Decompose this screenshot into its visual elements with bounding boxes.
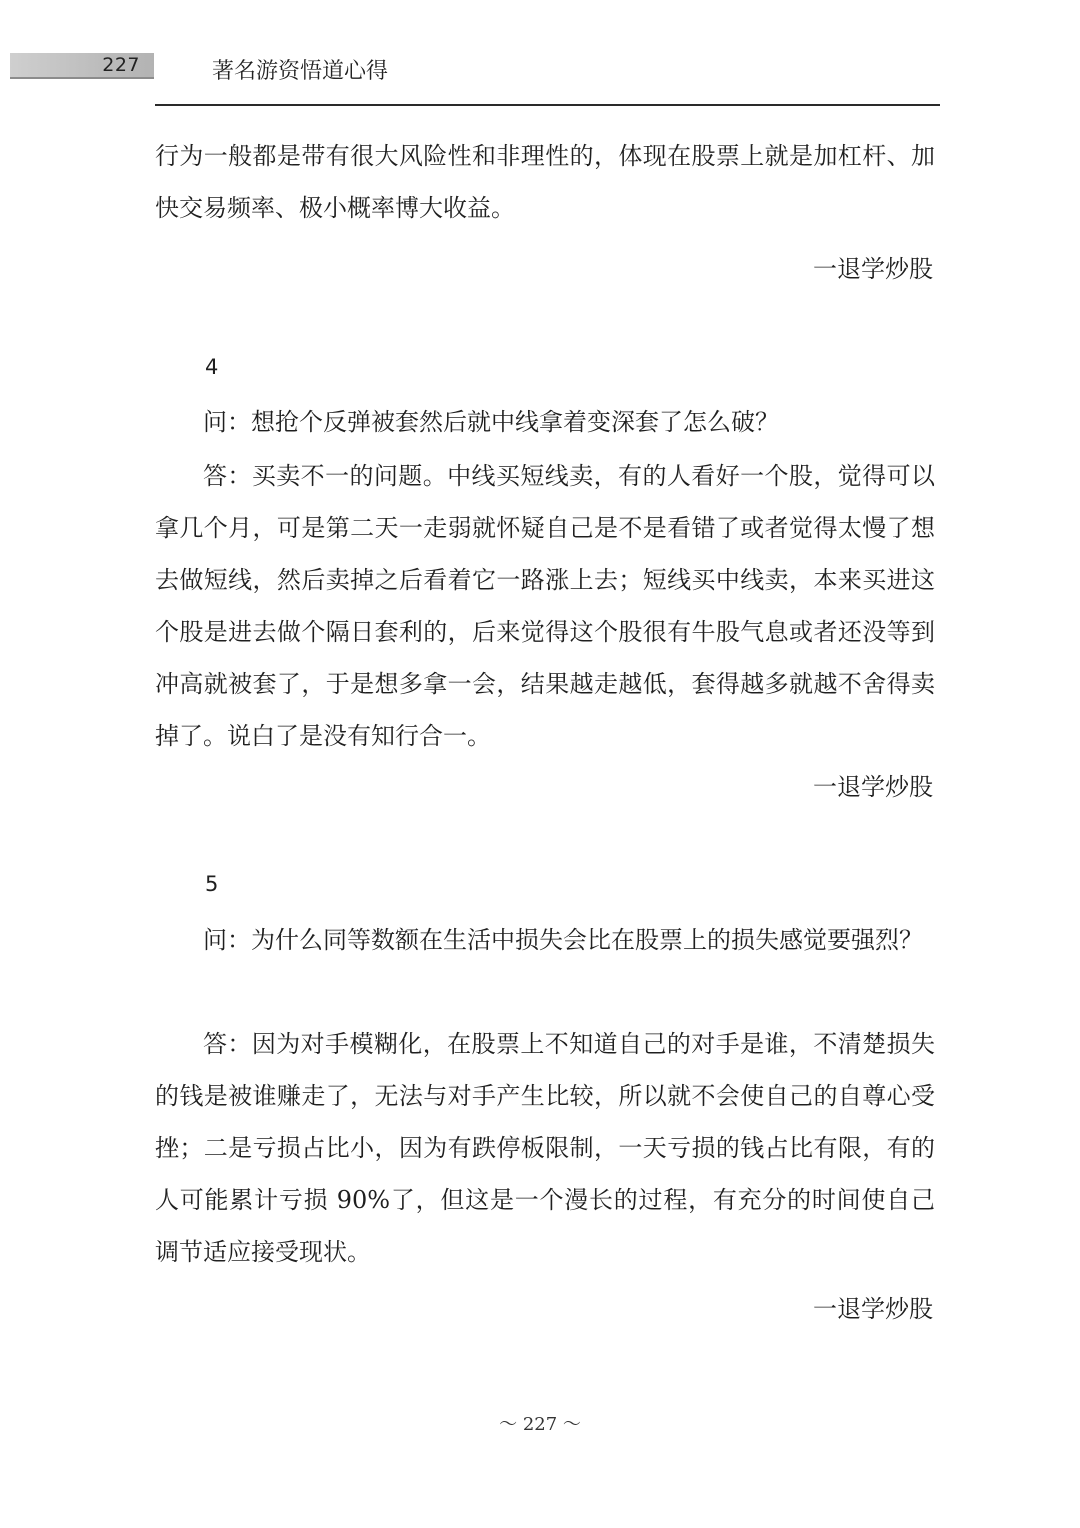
section-5-signature: 一退学炒股: [813, 1295, 933, 1323]
section-3-signature: 一退学炒股: [813, 255, 933, 283]
section-5-question: 问：为什么同等数额在生活中损失会比在股票上的损失感觉要强烈？: [203, 926, 923, 954]
running-title: 著名游资悟道心得: [212, 59, 389, 84]
section-4-answer: 答：买卖不一的问题。中线买短线卖，有的人看好一个股，觉得可以拿几个月，可是第二天一走弱就怀疑自己是不是看错了或者觉得太慢了想去做短线，然后卖掉之后看着它一路涨上去；短线买中线卖，本来买进这个股是进去做个隔日套利的，后来觉得这个股很有牛股气息或者还没等到冲高就被套了，于是想多拿一会，结果越走越低，套得越多就越不舍得卖掉了。说白了是没有知行合一。: [155, 462, 935, 750]
header-divider: [155, 104, 940, 106]
section-5-number: 5: [205, 872, 219, 896]
section-4-question: 问：想抢个反弹被套然后就中线拿着变深套了怎么破？: [203, 408, 779, 436]
section-5-answer: 答：因为对手模糊化，在股票上不知道自己的对手是谁，不清楚损失的钱是被谁赚走了，无法与对手产生比较，所以就不会使自己的自尊心受挫；二是亏损占比小，因为有跌停板限制，一天亏损的钱占比有限，有的人可能累计亏损 90%了，但这是一个漫长的过程，有充分的时间使自己调节适应接受现状。: [155, 1030, 935, 1266]
section-3-continuation: 行为一般都是带有很大风险性和非理性的，体现在股票上就是加杠杆、加快交易频率、极小概率博大收益。: [155, 142, 935, 222]
page-number-tab: [10, 53, 154, 79]
footer-page-number: ～ 227 ～: [499, 1414, 581, 1435]
header-page-number: 227: [102, 54, 140, 76]
section-4-number: 4: [205, 355, 219, 379]
section-4-signature: 一退学炒股: [813, 773, 933, 801]
